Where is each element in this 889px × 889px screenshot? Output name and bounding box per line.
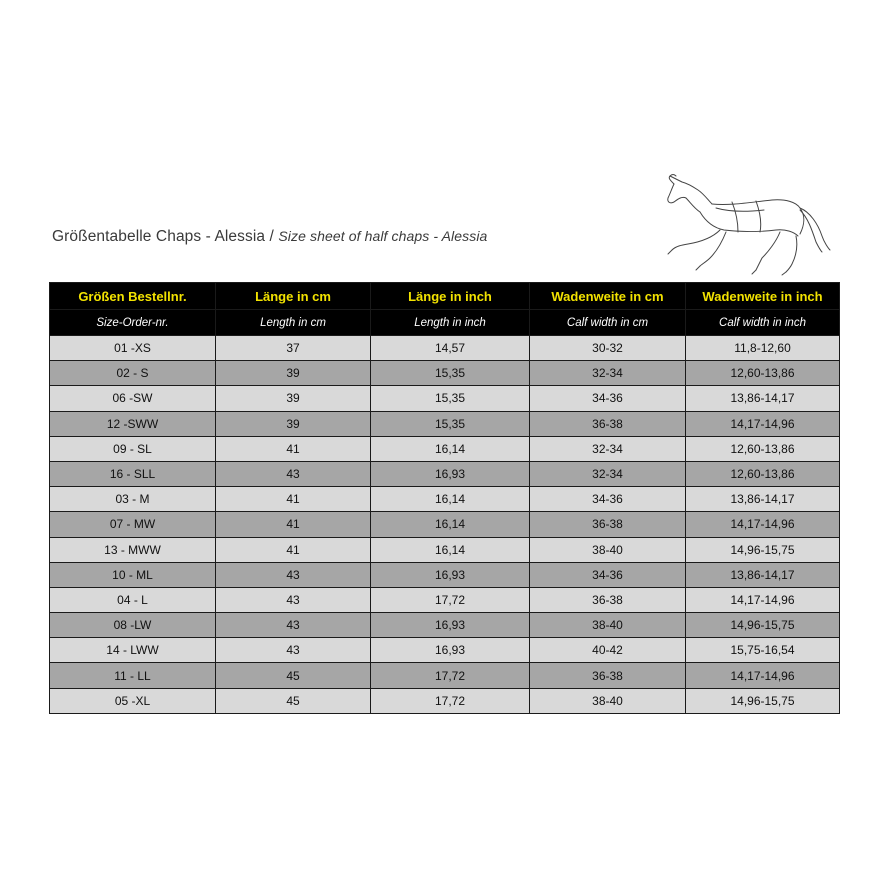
horse-illustration-icon: [660, 172, 832, 276]
table-row: [50, 587, 840, 612]
cell-length-inch: 16,93: [371, 562, 530, 587]
cell-calf-inch: 14,96-15,75: [686, 688, 840, 713]
cell-size: 13 - MWW: [50, 537, 216, 562]
cell-calf-cm: 36-38: [530, 512, 686, 537]
cell-size: 01 -XS: [50, 336, 216, 361]
title-sub: Size sheet of half chaps - Alessia: [278, 228, 488, 244]
cell-calf-cm: 38-40: [530, 537, 686, 562]
cell-size: 10 - ML: [50, 562, 216, 587]
cell-length-inch: 16,14: [371, 487, 530, 512]
header-calf-cm: Wadenweite in cm: [530, 283, 686, 310]
cell-length-cm: 45: [216, 663, 371, 688]
cell-calf-cm: 36-38: [530, 663, 686, 688]
table-row: [50, 537, 840, 562]
cell-length-cm: 37: [216, 336, 371, 361]
cell-calf-inch: 12,60-13,86: [686, 461, 840, 486]
cell-calf-inch: 15,75-16,54: [686, 638, 840, 663]
cell-calf-cm: 40-42: [530, 638, 686, 663]
cell-length-cm: 45: [216, 688, 371, 713]
cell-calf-cm: 32-34: [530, 361, 686, 386]
table-row: [50, 688, 840, 713]
cell-calf-inch: 14,17-14,96: [686, 411, 840, 436]
cell-length-inch: 15,35: [371, 361, 530, 386]
cell-calf-cm: 34-36: [530, 487, 686, 512]
table-row: [50, 361, 840, 386]
cell-size: 03 - M: [50, 487, 216, 512]
title-main: Größentabelle Chaps - Alessia /: [52, 228, 279, 245]
cell-length-cm: 41: [216, 487, 371, 512]
cell-calf-inch: 13,86-14,17: [686, 487, 840, 512]
subheader-size-order: Size-Order-nr.: [50, 310, 216, 336]
table-row: [50, 336, 840, 361]
cell-size: 04 - L: [50, 587, 216, 612]
table-row: [50, 487, 840, 512]
cell-calf-cm: 36-38: [530, 587, 686, 612]
table-row: [50, 562, 840, 587]
cell-size: 02 - S: [50, 361, 216, 386]
cell-size: 05 -XL: [50, 688, 216, 713]
cell-calf-cm: 32-34: [530, 436, 686, 461]
subheader-length-inch: Length in inch: [371, 310, 530, 336]
cell-length-cm: 41: [216, 436, 371, 461]
cell-length-cm: 39: [216, 361, 371, 386]
cell-calf-cm: 32-34: [530, 461, 686, 486]
cell-calf-cm: 30-32: [530, 336, 686, 361]
cell-calf-inch: 12,60-13,86: [686, 361, 840, 386]
cell-length-inch: 16,93: [371, 613, 530, 638]
cell-length-inch: 16,14: [371, 512, 530, 537]
cell-size: 14 - LWW: [50, 638, 216, 663]
cell-calf-inch: 14,17-14,96: [686, 587, 840, 612]
cell-length-cm: 43: [216, 587, 371, 612]
cell-length-cm: 43: [216, 613, 371, 638]
subheader-length-cm: Length in cm: [216, 310, 371, 336]
table-row: [50, 461, 840, 486]
header-row: [50, 283, 840, 310]
cell-calf-inch: 14,96-15,75: [686, 613, 840, 638]
cell-length-inch: 15,35: [371, 411, 530, 436]
cell-calf-inch: 11,8-12,60: [686, 336, 840, 361]
cell-calf-cm: 36-38: [530, 411, 686, 436]
cell-size: 11 - LL: [50, 663, 216, 688]
cell-calf-inch: 14,96-15,75: [686, 537, 840, 562]
cell-calf-inch: 14,17-14,96: [686, 663, 840, 688]
cell-length-inch: 14,57: [371, 336, 530, 361]
table-row: [50, 411, 840, 436]
cell-length-cm: 43: [216, 461, 371, 486]
cell-size: 07 - MW: [50, 512, 216, 537]
cell-length-inch: 16,93: [371, 461, 530, 486]
cell-length-cm: 39: [216, 411, 371, 436]
cell-length-inch: 17,72: [371, 587, 530, 612]
header-length-cm: Länge in cm: [216, 283, 371, 310]
header-calf-inch: Wadenweite in inch: [686, 283, 840, 310]
cell-size: 09 - SL: [50, 436, 216, 461]
header-size-order: Größen Bestellnr.: [50, 283, 216, 310]
table-row: [50, 436, 840, 461]
cell-size: 06 -SW: [50, 386, 216, 411]
cell-length-cm: 43: [216, 638, 371, 663]
cell-length-cm: 39: [216, 386, 371, 411]
cell-calf-inch: 14,17-14,96: [686, 512, 840, 537]
table-row: [50, 663, 840, 688]
cell-length-inch: 16,14: [371, 436, 530, 461]
subheader-row: [50, 310, 840, 336]
size-table: [49, 282, 840, 714]
cell-calf-inch: 13,86-14,17: [686, 562, 840, 587]
subheader-calf-cm: Calf width in cm: [530, 310, 686, 336]
cell-size: 12 -SWW: [50, 411, 216, 436]
cell-length-cm: 43: [216, 562, 371, 587]
subheader-calf-inch: Calf width in inch: [686, 310, 840, 336]
cell-length-cm: 41: [216, 537, 371, 562]
cell-calf-inch: 13,86-14,17: [686, 386, 840, 411]
table-row: [50, 386, 840, 411]
cell-calf-cm: 38-40: [530, 688, 686, 713]
cell-length-inch: 16,14: [371, 537, 530, 562]
header-length-inch: Länge in inch: [371, 283, 530, 310]
table-row: [50, 512, 840, 537]
table-row: [50, 638, 840, 663]
cell-calf-inch: 12,60-13,86: [686, 436, 840, 461]
cell-size: 08 -LW: [50, 613, 216, 638]
cell-length-inch: 17,72: [371, 688, 530, 713]
cell-length-inch: 16,93: [371, 638, 530, 663]
cell-calf-cm: 34-36: [530, 386, 686, 411]
table-body: [50, 336, 840, 714]
table-row: [50, 613, 840, 638]
cell-length-cm: 41: [216, 512, 371, 537]
cell-calf-cm: 34-36: [530, 562, 686, 587]
cell-length-inch: 17,72: [371, 663, 530, 688]
cell-size: 16 - SLL: [50, 461, 216, 486]
page-title: [52, 228, 487, 246]
cell-length-inch: 15,35: [371, 386, 530, 411]
cell-calf-cm: 38-40: [530, 613, 686, 638]
